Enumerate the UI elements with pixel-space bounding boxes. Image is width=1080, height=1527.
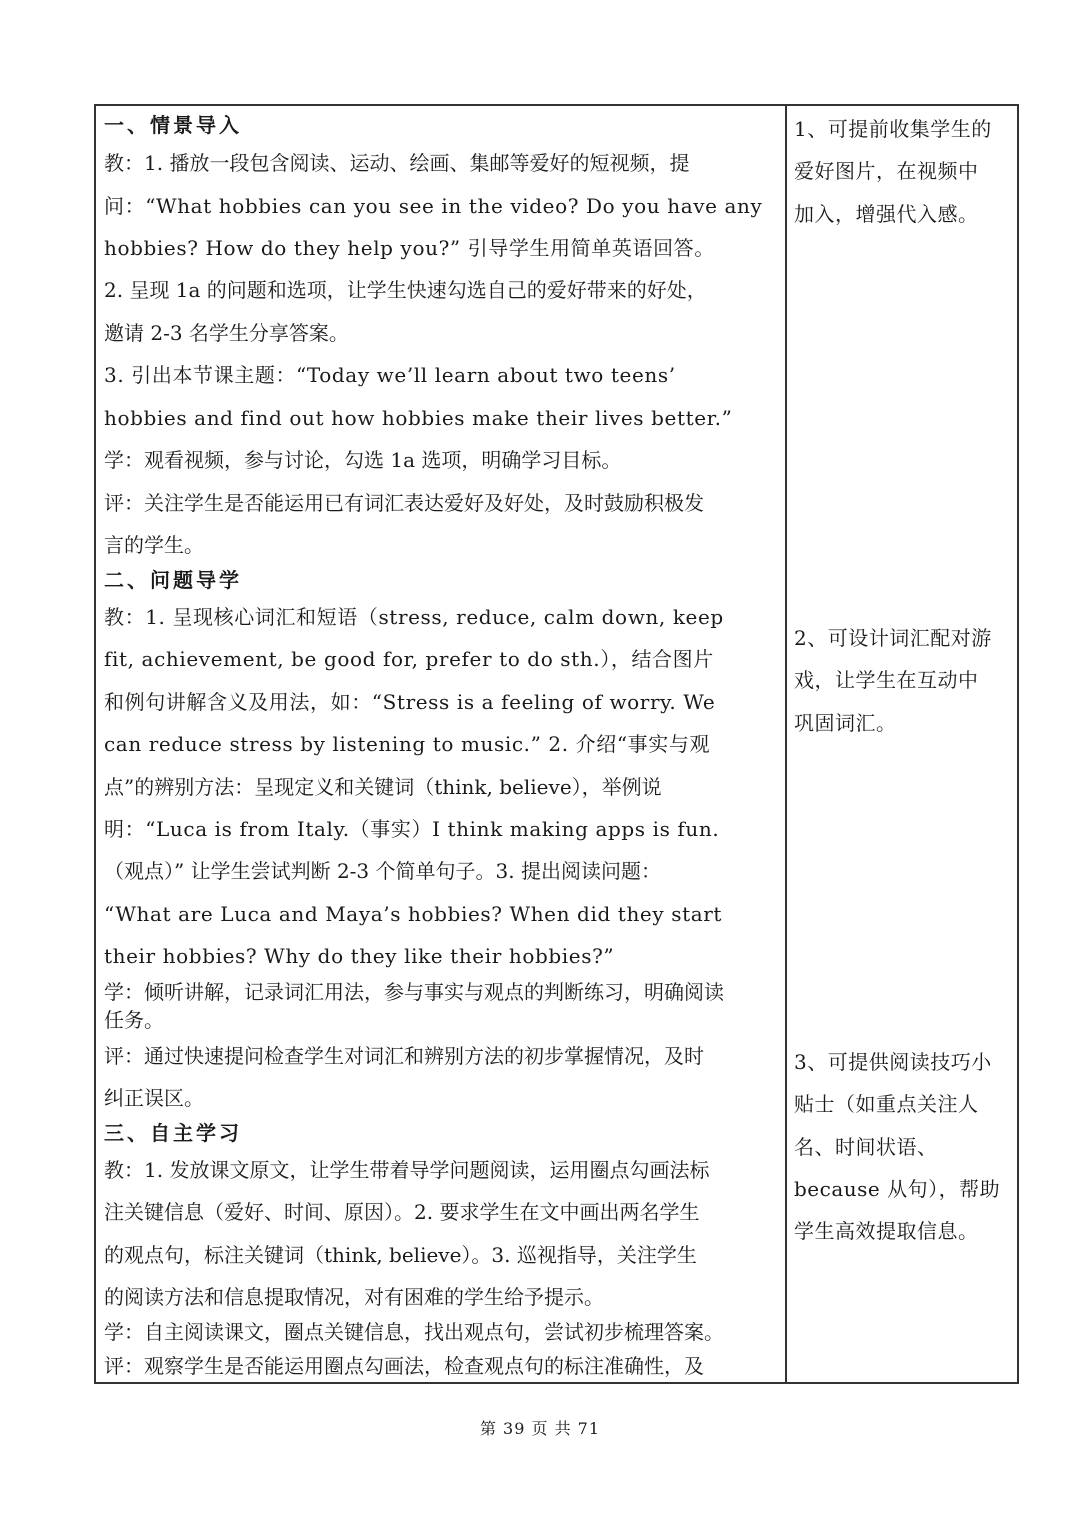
text-line: 纠正误区。 <box>104 1086 204 1110</box>
text-line: “What are Luca and Maya’s hobbies? When did they start <box>104 902 723 926</box>
text-line: 3. 引出本节课主题：“Today we’ll learn about two teens’ <box>104 363 676 387</box>
page-number: 第 39 页 共 71 <box>479 1419 601 1438</box>
text-line: 学：自主阅读课文，圈点关键信息，找出观点句，尝试初步梳理答案。 <box>104 1320 724 1344</box>
note-line: 加入，增强代入感。 <box>794 202 979 226</box>
text-line: 言的学生。 <box>104 533 204 557</box>
note-line: 2、可设计词汇配对游 <box>794 626 992 650</box>
text-line: 问：“What hobbies can you see in the video? Do you have any <box>104 194 763 218</box>
text-line: 2. 呈现 1a 的问题和选项，让学生快速勾选自己的爱好带来的好处， <box>104 278 707 302</box>
text-line: 邀请 2-3 名学生分享答案。 <box>104 321 349 345</box>
text-line: 注关键信息（爱好、时间、原因）。2. 要求学生在文中画出两名学生 <box>104 1200 700 1224</box>
note-line: 爱好图片，在视频中 <box>794 159 979 183</box>
text-line: 点”的辨别方法：呈现定义和关键词（think, believe），举例说 <box>104 775 662 799</box>
text-line: 和例句讲解含义及用法，如：“Stress is a feeling of worry. We <box>104 690 716 714</box>
note-line: 贴士（如重点关注人 <box>794 1092 979 1116</box>
text-line: hobbies and find out how hobbies make their lives better.” <box>104 406 733 430</box>
text-line: 的阅读方法和信息提取情况，对有困难的学生给予提示。 <box>104 1285 604 1309</box>
note-line: 名、时间状语、 <box>794 1135 938 1159</box>
text-line: （观点）” 让学生尝试判断 2-3 个简单句子。3. 提出阅读问题： <box>104 859 661 883</box>
text-line: 评：通过快速提问检查学生对词汇和辨别方法的初步掌握情况，及时 <box>104 1044 704 1068</box>
text-line: 明：“Luca is from Italy.（事实）I think making apps is fun. <box>104 817 720 841</box>
text-line: 教：1. 播放一段包含阅读、运动、绘画、集邮等爱好的短视频，提 <box>104 151 690 175</box>
text-line: 教：1. 呈现核心词汇和短语（stress, reduce, calm down, keep <box>104 605 724 629</box>
text-line: fit, achievement, be good for, prefer to do sth.），结合图片 <box>104 647 714 671</box>
text-line: 的观点句，标注关键词（think, believe）。3. 巡视指导，关注学生 <box>104 1243 697 1267</box>
text-line: their hobbies? Why do they like their hobbies?” <box>104 944 615 968</box>
column-divider <box>785 106 787 1382</box>
text-line: 学：观看视频，参与讨论，勾选 1a 选项，明确学习目标。 <box>104 448 622 472</box>
section-heading-3: 三、自主学习 <box>104 1121 242 1145</box>
text-line: 学：倾听讲解，记录词汇用法，参与事实与观点的判断练习，明确阅读 <box>104 980 724 1004</box>
text-line: 任务。 <box>104 1008 164 1032</box>
note-line: 学生高效提取信息。 <box>794 1219 979 1243</box>
text-line: 评：观察学生是否能运用圈点勾画法，检查观点句的标注准确性，及 <box>104 1354 704 1378</box>
section-heading-2: 二、问题导学 <box>104 568 242 592</box>
note-line: 3、可提供阅读技巧小 <box>794 1050 992 1074</box>
lesson-table <box>94 104 1019 1384</box>
note-line: 巩固词汇。 <box>794 711 897 735</box>
note-line: because 从句），帮助 <box>794 1177 1001 1201</box>
text-line: 评：关注学生是否能运用已有词汇表达爱好及好处，及时鼓励积极发 <box>104 491 704 515</box>
text-line: hobbies? How do they help you?” 引导学生用简单英语回答。 <box>104 236 715 260</box>
note-line: 戏，让学生在互动中 <box>794 668 979 692</box>
text-line: can reduce stress by listening to music.” 2. 介绍“事实与观 <box>104 732 711 756</box>
text-line: 教：1. 发放课文原文，让学生带着导学问题阅读，运用圈点勾画法标 <box>104 1158 710 1182</box>
section-heading-1: 一、情景导入 <box>104 113 242 137</box>
note-line: 1、可提前收集学生的 <box>794 117 992 141</box>
